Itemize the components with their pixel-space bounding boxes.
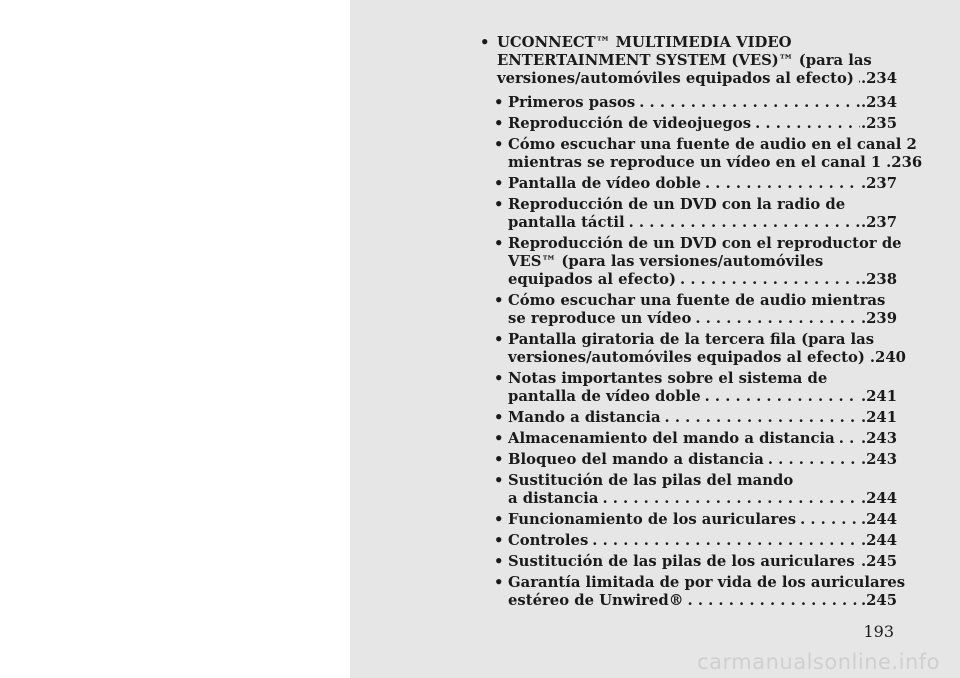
bullet: • — [494, 136, 504, 153]
toc-page-number: .235 — [860, 115, 897, 132]
toc-entry[interactable] — [494, 430, 897, 448]
toc-entry[interactable] — [494, 136, 923, 172]
leader-dots — [629, 214, 860, 232]
leader-dots — [859, 553, 860, 571]
toc-entry[interactable] — [494, 292, 897, 328]
toc-line: Cómo escuchar una fuente de audio mientras — [508, 292, 886, 309]
leader-dots — [839, 430, 860, 448]
toc-line: versiones/automóviles equipados al efecto) .240 — [508, 349, 906, 366]
toc-page-number: .236 — [886, 154, 923, 171]
toc-sub-entries — [480, 94, 923, 610]
toc-line: Pantalla de vídeo doble . . . .237 — [508, 175, 897, 193]
toc-line: Sustitución de las pilas de los auriculares . . . .245 — [508, 553, 897, 571]
toc-line: Garantía limitada de por vida de los auriculares — [508, 574, 906, 591]
toc-line: versiones/automóviles equipados al efecto) . . . .234 — [497, 70, 897, 88]
toc-line: mientras se reproduce un vídeo en el canal 1 .236 — [508, 154, 923, 171]
leader-dots — [768, 451, 860, 469]
toc-page-number: .234 — [860, 94, 897, 111]
toc-line: equipados al efecto) . . . .238 — [508, 271, 897, 289]
toc-page-number: .243 — [860, 451, 897, 468]
toc-entry[interactable] — [494, 115, 897, 133]
toc-line: estéreo de Unwired® . . . .245 — [508, 592, 897, 610]
leader-dots — [695, 310, 860, 328]
toc-line: se reproduce un vídeo . . . .239 — [508, 310, 897, 328]
toc-entry[interactable] — [494, 532, 897, 550]
toc-line: Bloqueo del mando a distancia . . . .243 — [508, 451, 897, 469]
bullet: • — [494, 196, 504, 213]
toc-line: Primeros pasos . . . .234 — [508, 94, 897, 112]
toc-page-number: .245 — [860, 592, 897, 609]
leader-dots — [680, 271, 860, 289]
toc-page-number: .239 — [860, 310, 897, 327]
toc-line: Reproducción de un DVD con la radio de — [508, 196, 846, 213]
bullet: • — [494, 115, 504, 132]
toc-line: Reproducción de un DVD con el reproductor de — [508, 235, 902, 252]
table-of-contents — [480, 34, 923, 613]
toc-entry[interactable] — [494, 370, 897, 406]
toc-page-number: .234 — [860, 70, 897, 87]
toc-page-number: .241 — [860, 409, 897, 426]
toc-entry[interactable] — [494, 472, 897, 508]
leader-dots — [592, 532, 860, 550]
leader-dots — [705, 388, 860, 406]
toc-page-number: .245 — [860, 553, 897, 570]
toc-entry[interactable] — [494, 94, 897, 112]
toc-line: Mando a distancia . . . .241 — [508, 409, 897, 427]
leader-dots — [639, 94, 860, 112]
toc-line: pantalla táctil . . . .237 — [508, 214, 897, 232]
bullet: • — [480, 34, 490, 51]
toc-page-number: .241 — [860, 388, 897, 405]
toc-line: Cómo escuchar una fuente de audio en el canal 2 — [508, 136, 917, 153]
bullet: • — [494, 472, 504, 489]
toc-entry[interactable] — [494, 196, 897, 232]
toc-line: a distancia . . . .244 — [508, 490, 897, 508]
bullet: • — [494, 451, 504, 468]
toc-entry[interactable] — [494, 175, 897, 193]
bullet: • — [494, 553, 504, 570]
watermark: carmanualsonline.info — [697, 650, 940, 674]
bullet: • — [494, 94, 504, 111]
manual-page — [350, 0, 960, 678]
toc-entry[interactable] — [494, 235, 902, 289]
toc-line: Almacenamiento del mando a distancia . . . .243 — [508, 430, 897, 448]
toc-line: UCONNECT™ MULTIMEDIA VIDEO — [497, 34, 792, 51]
toc-entry[interactable] — [494, 511, 897, 529]
bullet: • — [494, 574, 504, 591]
toc-page-number: .238 — [860, 271, 897, 288]
bullet: • — [494, 292, 504, 309]
toc-line: Sustitución de las pilas del mando — [508, 472, 794, 489]
toc-line: ENTERTAINMENT SYSTEM (VES)™ (para las — [497, 52, 872, 69]
toc-page-number: .243 — [860, 430, 897, 447]
bullet: • — [494, 331, 504, 348]
leader-dots — [755, 115, 860, 133]
toc-entry[interactable] — [494, 451, 897, 469]
toc-line: Pantalla giratoria de la tercera fila (para las — [508, 331, 875, 348]
bullet: • — [494, 175, 504, 192]
bullet: • — [494, 430, 504, 447]
toc-line: Funcionamiento de los auriculares . . . .244 — [508, 511, 897, 529]
bullet: • — [494, 511, 504, 528]
page-number: 193 — [863, 622, 894, 641]
leader-dots — [858, 70, 860, 88]
leader-dots — [688, 592, 860, 610]
toc-page-number: .244 — [860, 490, 897, 507]
toc-page-number: .240 — [869, 349, 906, 366]
leader-dots — [665, 409, 860, 427]
toc-line: Controles . . . .244 — [508, 532, 897, 550]
bullet: • — [494, 370, 504, 387]
toc-entry[interactable] — [494, 409, 897, 427]
toc-line: Notas importantes sobre el sistema de — [508, 370, 828, 387]
toc-page-number: .237 — [860, 214, 897, 231]
leader-dots — [705, 175, 860, 193]
bullet: • — [494, 532, 504, 549]
toc-entry[interactable] — [494, 553, 897, 571]
bullet: • — [494, 409, 504, 426]
toc-line: Reproducción de videojuegos . . . .235 — [508, 115, 897, 133]
toc-entry-main[interactable] — [480, 34, 897, 88]
leader-dots — [602, 490, 860, 508]
bullet: • — [494, 235, 504, 252]
toc-line: pantalla de vídeo doble . . . .241 — [508, 388, 897, 406]
toc-page-number: .244 — [860, 511, 897, 528]
toc-entry[interactable] — [494, 574, 906, 610]
toc-page-number: .244 — [860, 532, 897, 549]
leader-dots — [800, 511, 860, 529]
toc-line: VES™ (para las versiones/automóviles — [508, 253, 824, 270]
toc-page-number: .237 — [860, 175, 897, 192]
toc-entry[interactable] — [494, 331, 906, 367]
